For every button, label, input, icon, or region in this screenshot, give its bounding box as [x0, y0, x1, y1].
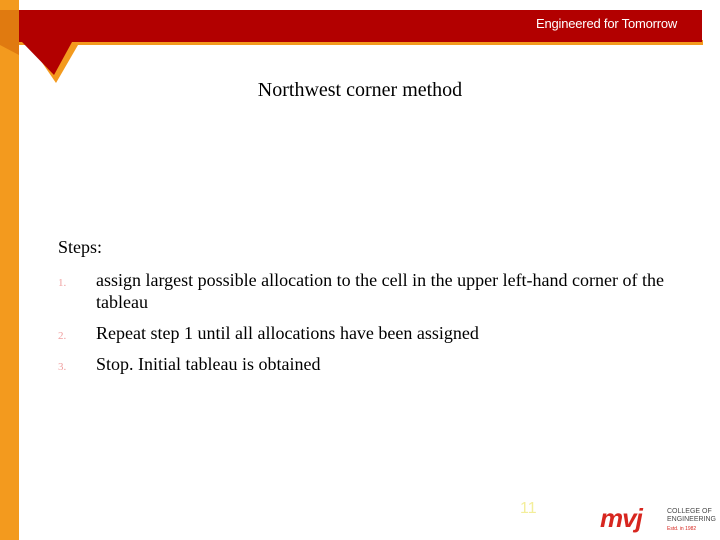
logo-line-3: Estd. in 1982: [667, 526, 697, 532]
logo-line-1: COLLEGE OF: [667, 508, 712, 515]
college-logo: [600, 503, 718, 537]
logo-line-2: ENGINEERING: [667, 516, 717, 523]
page-number: 11: [520, 500, 537, 517]
step-number: 3.: [58, 361, 67, 373]
tagline-text: Engineered for Tomorrow: [536, 16, 678, 31]
step-number: 2.: [58, 330, 67, 342]
step-number: 1.: [58, 277, 67, 289]
logo-letters: mvj: [600, 503, 642, 533]
step-text: Stop. Initial tableau is obtained: [96, 354, 321, 374]
steps-heading: Steps:: [58, 237, 103, 257]
step-text: assign largest possible allocation to the cell in the upper left-hand corner of the tableau: [96, 270, 664, 312]
slide-title: Northwest corner method: [257, 79, 463, 101]
step-text: Repeat step 1 until all allocations have been assigned: [96, 323, 479, 343]
